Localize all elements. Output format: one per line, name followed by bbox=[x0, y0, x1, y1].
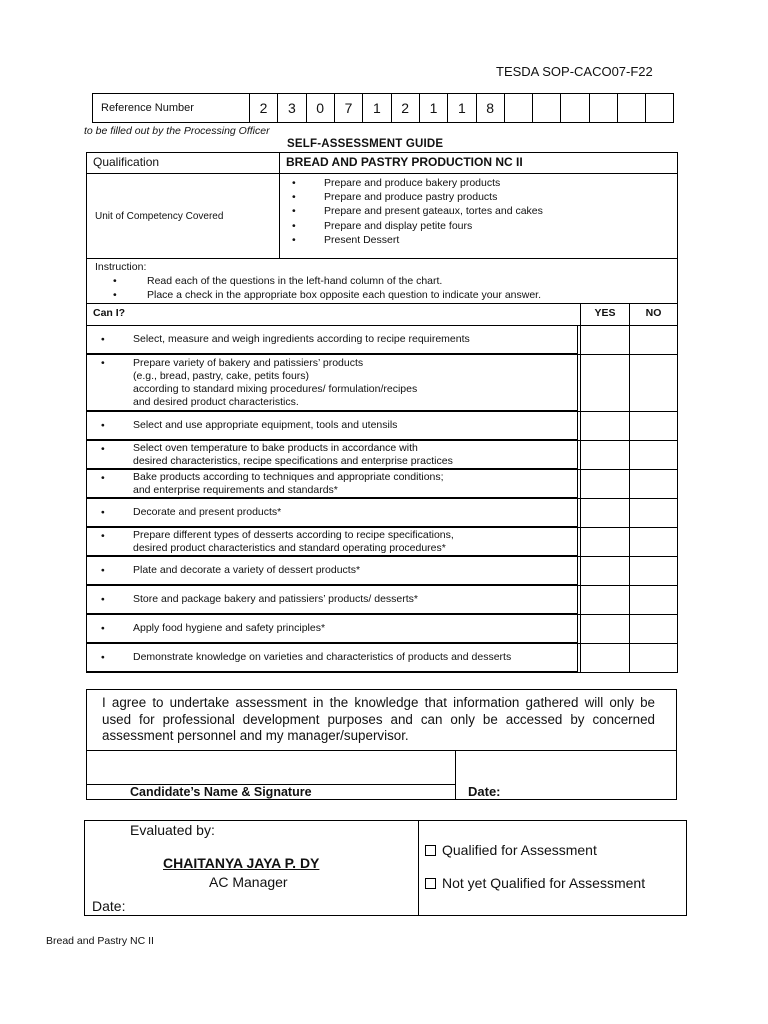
reference-digit[interactable]: 0 bbox=[306, 94, 334, 123]
question-line: desired characteristics, recipe specifications and enterprise practices bbox=[133, 454, 453, 467]
agreement-text: I agree to undertake assessment in the knowledge that information gathered will only be used for professional development purposes and can only be accessed by concerned assessment personnel and my manager/supervisor. bbox=[102, 695, 655, 743]
guide-title: SELF-ASSESSMENT GUIDE bbox=[287, 138, 444, 150]
reference-digit[interactable]: 1 bbox=[419, 94, 447, 123]
processing-officer-note: to be filled out by the Processing Officer bbox=[84, 125, 270, 137]
qualified-option[interactable] bbox=[425, 842, 597, 858]
question-line: and desired product characteristics. bbox=[133, 395, 299, 408]
question-cell bbox=[87, 499, 581, 528]
question-line: • Apply food hygiene and safety principles* bbox=[133, 622, 326, 634]
question-row bbox=[87, 326, 678, 355]
question-cell bbox=[87, 326, 581, 355]
question-row bbox=[87, 499, 678, 528]
reference-digit[interactable]: 1 bbox=[363, 94, 391, 123]
reference-digit[interactable] bbox=[504, 94, 532, 123]
question-line: • Select, measure and weigh ingredients according to recipe requirements bbox=[133, 333, 470, 345]
instruction-cell bbox=[87, 259, 678, 304]
reference-digit[interactable] bbox=[618, 94, 646, 123]
question-text bbox=[87, 586, 578, 614]
reference-digit[interactable]: 2 bbox=[391, 94, 419, 123]
question-text bbox=[87, 441, 578, 469]
yes-checkbox[interactable] bbox=[581, 412, 630, 441]
reference-digit[interactable] bbox=[561, 94, 589, 123]
unit-item: • Prepare and display petite fours bbox=[280, 219, 677, 233]
no-checkbox[interactable] bbox=[630, 644, 678, 673]
question-row bbox=[87, 615, 678, 644]
reference-digit[interactable]: 2 bbox=[249, 94, 277, 123]
evaluated-by-label: Evaluated by: bbox=[130, 822, 215, 838]
yes-checkbox[interactable] bbox=[581, 499, 630, 528]
qualification-label: Qualification bbox=[87, 153, 280, 174]
qualified-option-label: Qualified for Assessment bbox=[442, 842, 597, 858]
question-row bbox=[87, 441, 678, 470]
unit-competency-list-cell bbox=[280, 174, 678, 259]
reference-digit[interactable]: 8 bbox=[476, 94, 504, 123]
question-cell bbox=[87, 586, 581, 615]
no-checkbox[interactable] bbox=[630, 615, 678, 644]
question-row bbox=[87, 412, 678, 441]
reference-digit[interactable] bbox=[589, 94, 617, 123]
question-cell bbox=[87, 615, 581, 644]
reference-digit[interactable] bbox=[533, 94, 561, 123]
question-cell bbox=[87, 412, 581, 441]
question-cell bbox=[87, 470, 581, 499]
yes-header: YES bbox=[581, 304, 630, 326]
candidate-name-signature-label: Candidate’s Name & Signature bbox=[130, 785, 312, 799]
yes-checkbox[interactable] bbox=[581, 557, 630, 586]
question-text bbox=[87, 355, 578, 411]
assessment-table bbox=[86, 152, 678, 673]
no-checkbox[interactable] bbox=[630, 528, 678, 557]
reference-digit[interactable] bbox=[646, 94, 674, 123]
yes-checkbox[interactable] bbox=[581, 326, 630, 355]
evaluation-divider bbox=[418, 820, 419, 916]
question-cell bbox=[87, 355, 581, 412]
unit-item: • Prepare and produce pastry products bbox=[280, 190, 677, 204]
question-text bbox=[87, 470, 578, 498]
instruction-item: • Read each of the questions in the left-hand column of the chart. bbox=[95, 274, 669, 288]
can-i-header: Can I? bbox=[87, 304, 581, 326]
no-checkbox[interactable] bbox=[630, 499, 678, 528]
reference-digit[interactable]: 3 bbox=[278, 94, 306, 123]
reference-digit[interactable]: 1 bbox=[448, 94, 476, 123]
unit-item: • Prepare and present gateaux, tortes and cakes bbox=[280, 204, 677, 218]
agreement-column-divider bbox=[455, 750, 456, 800]
question-line: • Select and use appropriate equipment, tools and utensils bbox=[133, 419, 398, 431]
yes-checkbox[interactable] bbox=[581, 355, 630, 412]
yes-checkbox[interactable] bbox=[581, 644, 630, 673]
question-row bbox=[87, 355, 678, 412]
no-checkbox[interactable] bbox=[630, 441, 678, 470]
reference-digit[interactable]: 7 bbox=[334, 94, 362, 123]
no-checkbox[interactable] bbox=[630, 326, 678, 355]
checkbox-icon[interactable] bbox=[425, 845, 436, 856]
question-line: and enterprise requirements and standards* bbox=[133, 483, 338, 496]
question-line: • Decorate and present products* bbox=[133, 506, 282, 518]
instruction-item: • Place a check in the appropriate box opposite each question to indicate your answer. bbox=[95, 288, 669, 302]
evaluator-name: CHAITANYA JAYA P. DY bbox=[163, 855, 320, 871]
unit-competency-label: Unit of Competency Covered bbox=[87, 174, 280, 259]
no-checkbox[interactable] bbox=[630, 412, 678, 441]
yes-checkbox[interactable] bbox=[581, 470, 630, 499]
no-header: NO bbox=[630, 304, 678, 326]
question-cell bbox=[87, 557, 581, 586]
reference-number-label: Reference Number bbox=[93, 94, 250, 123]
question-line: • Prepare variety of bakery and patissiers’ products bbox=[133, 356, 364, 369]
question-line: • Demonstrate knowledge on varieties and characteristics of products and desserts bbox=[133, 651, 512, 663]
not-qualified-option[interactable] bbox=[425, 875, 645, 891]
question-text bbox=[87, 326, 578, 354]
agreement-divider bbox=[86, 750, 677, 751]
question-line: • Bake products according to techniques and appropriate conditions; bbox=[133, 470, 444, 483]
question-line: according to standard mixing procedures/ formulation/recipes bbox=[133, 382, 418, 395]
question-line: • Store and package bakery and patissiers’ products/ desserts* bbox=[133, 593, 419, 605]
question-text bbox=[87, 557, 578, 585]
question-row bbox=[87, 586, 678, 615]
instruction-list bbox=[95, 274, 669, 302]
evaluator-role: AC Manager bbox=[209, 874, 288, 890]
qualification-value: BREAD AND PASTRY PRODUCTION NC II bbox=[280, 153, 678, 174]
yes-checkbox[interactable] bbox=[581, 615, 630, 644]
question-line: (e.g., bread, pastry, cake, petits fours) bbox=[133, 369, 310, 382]
question-row bbox=[87, 557, 678, 586]
unit-item: • Present Dessert bbox=[280, 233, 677, 247]
candidate-date-label: Date: bbox=[468, 784, 501, 799]
instruction-label: Instruction: bbox=[95, 261, 147, 273]
document-code: TESDA SOP-CACO07-F22 bbox=[496, 64, 653, 79]
footer-text: Bread and Pastry NC II bbox=[46, 935, 154, 947]
question-line: • Select oven temperature to bake products in accordance with bbox=[133, 441, 418, 454]
question-row bbox=[87, 528, 678, 557]
question-text bbox=[87, 499, 578, 527]
question-text bbox=[87, 528, 578, 556]
no-checkbox[interactable] bbox=[630, 470, 678, 499]
question-row bbox=[87, 470, 678, 499]
no-checkbox[interactable] bbox=[630, 557, 678, 586]
unit-item: • Prepare and produce bakery products bbox=[280, 176, 677, 190]
yes-checkbox[interactable] bbox=[581, 441, 630, 470]
question-cell bbox=[87, 441, 581, 470]
yes-checkbox[interactable] bbox=[581, 528, 630, 557]
question-text bbox=[87, 615, 578, 643]
unit-competency-list bbox=[280, 176, 677, 247]
question-row bbox=[87, 644, 678, 673]
question-cell bbox=[87, 644, 581, 673]
no-checkbox[interactable] bbox=[630, 586, 678, 615]
question-text bbox=[87, 412, 578, 440]
reference-number-table bbox=[92, 93, 674, 123]
question-line: • Plate and decorate a variety of dessert products* bbox=[133, 564, 361, 576]
checkbox-icon[interactable] bbox=[425, 878, 436, 889]
not-qualified-option-label: Not yet Qualified for Assessment bbox=[442, 875, 646, 891]
evaluation-date-label: Date: bbox=[92, 898, 126, 914]
question-cell bbox=[87, 528, 581, 557]
question-text bbox=[87, 644, 578, 672]
no-checkbox[interactable] bbox=[630, 355, 678, 412]
question-line: desired product characteristics and standard operating procedures* bbox=[133, 541, 446, 554]
yes-checkbox[interactable] bbox=[581, 586, 630, 615]
question-line: • Prepare different types of desserts according to recipe specifications, bbox=[133, 528, 454, 541]
